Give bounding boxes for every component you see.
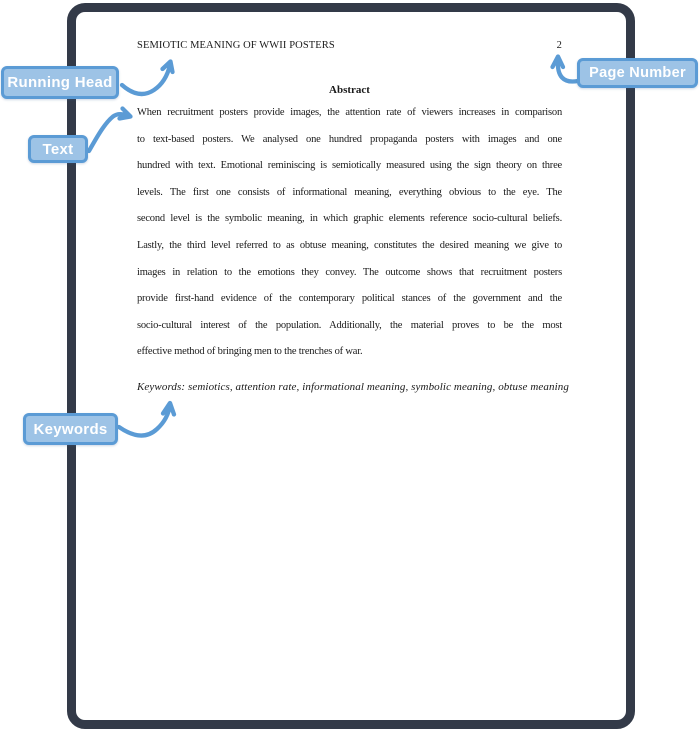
running-head-label [1, 66, 119, 99]
abstract-line: hundred with text. Emotional reminiscing is semiotically measured using the sign theory on three [137, 160, 562, 172]
abstract-heading: Abstract [329, 84, 370, 96]
abstract-line: provide first-hand evidence of the contemporary political stances of the government and the [137, 293, 562, 305]
abstract-line: to text-based posters. We analysed one hundred propaganda posters with images and one [137, 133, 562, 145]
page-number-text: 2 [556, 40, 562, 51]
abstract-paragraph [137, 100, 562, 366]
abstract-line: Lastly, the third level referred to as obtuse meaning, constitutes the desired meaning we give to [137, 239, 562, 251]
abstract-line: second level is the symbolic meaning, in which graphic elements reference socio-cultural beliefs. [137, 213, 562, 225]
abstract-line: images in relation to the emotions they convey. The outcome shows that recruitment posters [137, 266, 562, 278]
page-number-label-text: Page Number [589, 65, 686, 81]
abstract-line: When recruitment posters provide images, the attention rate of viewers increases in comparison [137, 107, 562, 118]
text-label [28, 135, 88, 163]
running-head-text: SEMIOTIC MEANING OF WWII POSTERS [137, 40, 335, 51]
keywords-label [23, 413, 118, 445]
running-head-label-text: Running Head [7, 74, 113, 91]
abstract-line: effective method of bringing men to the trenches of war. [137, 346, 363, 358]
keywords-label-text: Keywords [33, 420, 108, 438]
page-header [137, 36, 562, 56]
keywords-line: Keywords: semiotics, attention rate, informational meaning, symbolic meaning, obtuse meaning [137, 381, 569, 393]
text-label-text: Text [42, 140, 74, 158]
abstract-line: socio-cultural interest of the population. Additionally, the material proves to be the most [137, 319, 562, 331]
page-number-label [577, 58, 698, 88]
abstract-line: levels. The first one consists of informational meaning, everything obvious to the eye. The [137, 186, 562, 198]
